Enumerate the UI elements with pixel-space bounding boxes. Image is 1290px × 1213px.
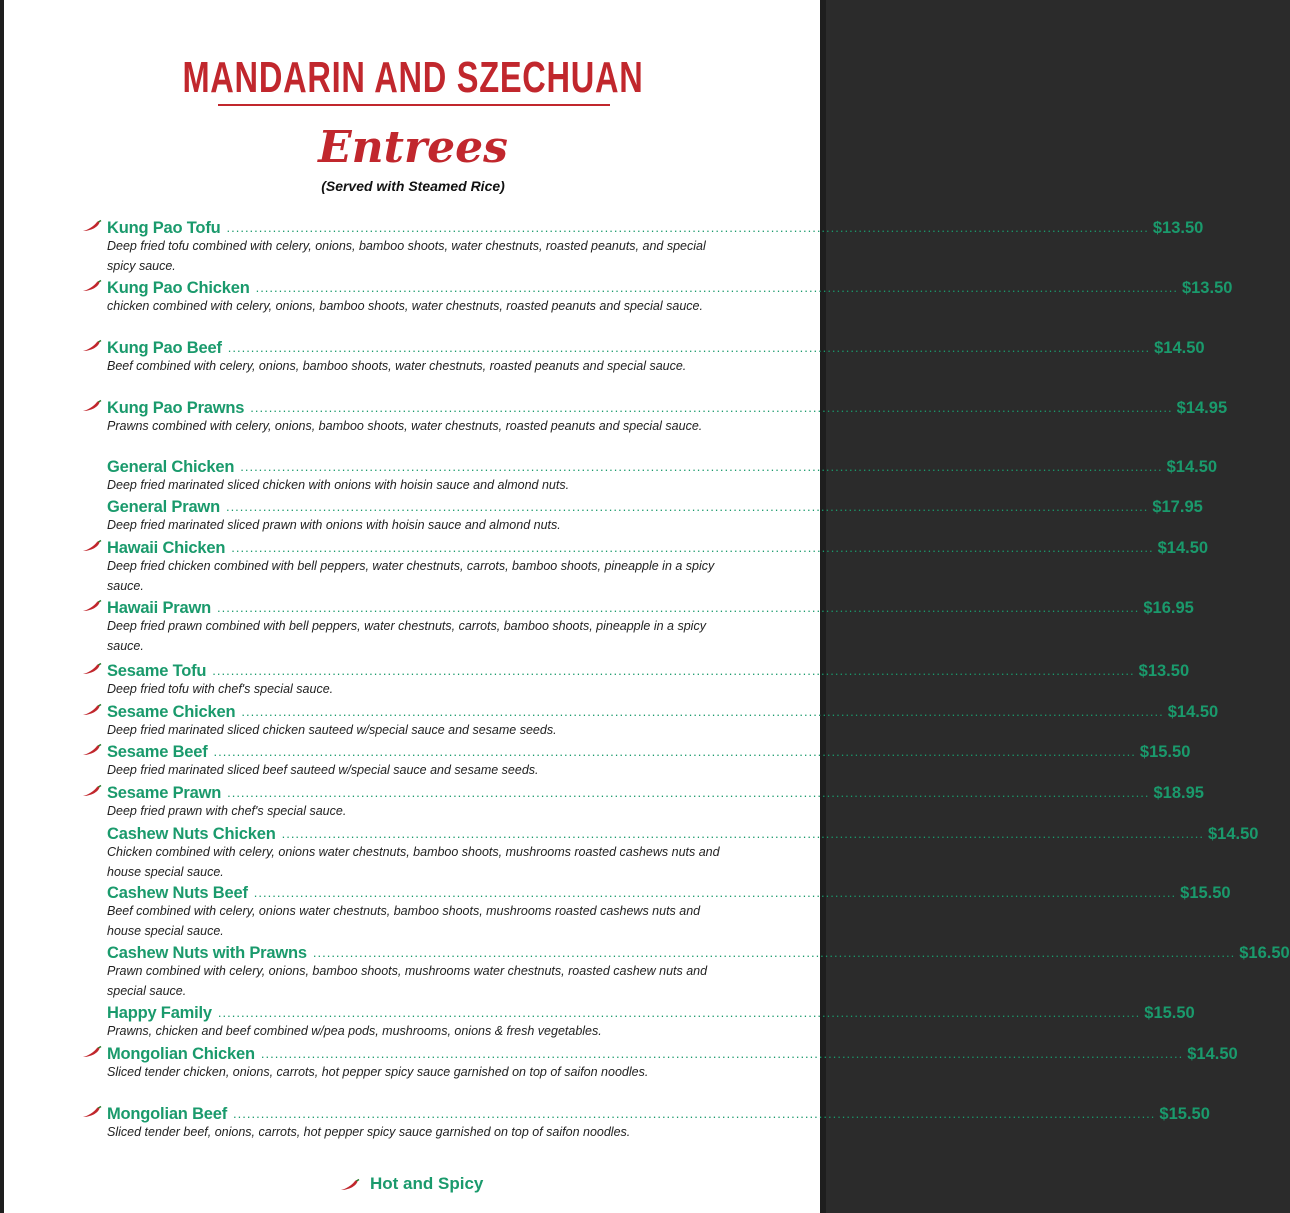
menu-item-row: [107, 456, 1218, 478]
item-name: Mongolian Chicken: [107, 1045, 255, 1063]
item-price: $17.95: [1152, 498, 1203, 516]
item-price: $16.50: [1239, 944, 1290, 962]
item-description: Deep fried tofu combined with celery, onions, bamboo shoots, water chestnuts, roasted peanuts, and special spicy sauce.: [107, 239, 706, 273]
menu-item-row: [107, 823, 1259, 845]
dot-leader: ........................................................................................................................................................................................................: [213, 744, 1136, 759]
dot-leader: ........................................................................................................................................................................................................: [241, 704, 1164, 719]
dot-leader: ........................................................................................................................................................................................................: [227, 785, 1150, 800]
item-description: Deep fried marinated sliced beef sauteed w/special sauce and sesame seeds.: [107, 763, 539, 777]
chili-pepper-icon: [82, 744, 102, 756]
item-name: Sesame Tofu: [107, 662, 207, 680]
item-price: $13.50: [1152, 219, 1204, 237]
item-name: Kung Pao Tofu: [107, 219, 221, 237]
chili-pepper-icon: [82, 704, 102, 716]
item-name: Kung Pao Prawns: [107, 399, 245, 417]
item-price: $14.50: [1166, 458, 1218, 476]
item-price: $15.50: [1139, 743, 1191, 761]
item-name: Sesame Beef: [107, 743, 208, 761]
chili-pepper-icon: [82, 785, 102, 797]
menu-item-row: [107, 1002, 1195, 1024]
item-description: chicken combined with celery, onions, bamboo shoots, water chestnuts, roasted peanuts and special sauce.: [107, 299, 703, 313]
item-price: $14.95: [1176, 399, 1228, 417]
menu-item-row: [107, 882, 1231, 904]
dot-leader: ........................................................................................................................................................................................................: [226, 220, 1149, 235]
chili-pepper-icon: [82, 600, 102, 612]
menu-item-row: [107, 782, 1204, 804]
menu-item-row: [107, 701, 1219, 723]
served-note: (Served with Steamed Rice): [321, 178, 505, 194]
item-name: General Prawn: [107, 498, 220, 516]
menu-item-row: [107, 217, 1204, 239]
menu-item-row: [107, 597, 1194, 619]
chili-pepper-icon: [82, 220, 102, 232]
menu-item-row: [107, 277, 1233, 299]
menu-item-row: [107, 1103, 1210, 1125]
item-description: Deep fried marinated sliced prawn with onions with hoisin sauce and almond nuts.: [107, 518, 561, 532]
menu-item-row: [107, 397, 1228, 419]
dot-leader: ........................................................................................................................................................................................................: [253, 885, 1177, 900]
item-name: Cashew Nuts Beef: [107, 884, 248, 902]
dot-leader: ........................................................................................................................................................................................................: [240, 459, 1163, 474]
dot-leader: ........................................................................................................................................................................................................: [212, 663, 1135, 678]
dot-leader: ........................................................................................................................................................................................................: [312, 945, 1236, 960]
chili-pepper-icon: [82, 400, 102, 412]
dot-leader: ........................................................................................................................................................................................................: [281, 826, 1204, 841]
item-description: Prawns, chicken and beef combined w/pea pods, mushrooms, onions & fresh vegetables.: [107, 1024, 602, 1038]
dot-leader: ........................................................................................................................................................................................................: [260, 1046, 1184, 1061]
restaurant-name: MANDARIN AND SZECHUAN: [182, 53, 644, 102]
item-description: Chicken combined with celery, onions water chestnuts, bamboo shoots, mushrooms roasted cashews nuts and house special sauce.: [107, 845, 720, 879]
chili-pepper-icon: [340, 1179, 360, 1191]
item-price: $14.50: [1154, 339, 1205, 357]
menu-item-row: [107, 660, 1190, 682]
item-price: $14.50: [1167, 703, 1219, 721]
item-price: $14.50: [1207, 825, 1259, 843]
item-description: Deep fried prawn combined with bell peppers, water chestnuts, carrots, bamboo shoots, pineapple in a spicy sauce.: [107, 619, 706, 653]
dot-leader: ........................................................................................................................................................................................................: [225, 499, 1149, 514]
item-name: Happy Family: [107, 1004, 212, 1022]
item-description: Sliced tender beef, onions, carrots, hot pepper spicy sauce garnished on top of saifon noodles.: [107, 1125, 631, 1139]
chili-pepper-icon: [82, 540, 102, 552]
menu-item-row: [107, 337, 1205, 359]
item-price: $15.50: [1180, 884, 1231, 902]
dot-leader: ........................................................................................................................................................................................................: [250, 400, 1173, 415]
item-description: Deep fried chicken combined with bell peppers, water chestnuts, carrots, bamboo shoots, pineapple in a spicy sauce.: [107, 559, 715, 593]
item-price: $18.95: [1153, 784, 1204, 802]
item-name: Cashew Nuts Chicken: [107, 825, 276, 843]
item-price: $13.50: [1181, 279, 1233, 297]
menu-item-row: [107, 942, 1290, 964]
item-price: $15.50: [1144, 1004, 1195, 1022]
dot-leader: ........................................................................................................................................................................................................: [216, 600, 1140, 615]
item-description: Deep fried prawn with chef's special sauce.: [107, 804, 347, 818]
item-name: Mongolian Beef: [107, 1105, 228, 1123]
item-description: Beef combined with celery, onions water chestnuts, bamboo shoots, mushrooms roasted cashews nuts and house special sauce.: [107, 904, 701, 938]
item-name: Sesame Prawn: [107, 784, 222, 802]
item-name: General Chicken: [107, 458, 235, 476]
chili-pepper-icon: [82, 1046, 102, 1058]
item-price: $14.50: [1187, 1045, 1238, 1063]
item-name: Sesame Chicken: [107, 703, 236, 721]
chili-pepper-icon: [82, 280, 102, 292]
chili-pepper-icon: [82, 340, 102, 352]
dot-leader: ........................................................................................................................................................................................................: [217, 1005, 1141, 1020]
menu-item-row: [107, 1043, 1238, 1065]
spicy-legend: [340, 1172, 540, 1196]
item-description: Deep fried marinated sliced chicken sauteed w/special sauce and sesame seeds.: [107, 723, 557, 737]
dot-leader: ........................................................................................................................................................................................................: [231, 540, 1154, 555]
item-price: $14.50: [1157, 539, 1209, 557]
menu-item-row: [107, 741, 1191, 763]
dot-leader: ........................................................................................................................................................................................................: [227, 340, 1151, 355]
item-price: $16.95: [1143, 599, 1194, 617]
item-description: Beef combined with celery, onions, bamboo shoots, water chestnuts, roasted peanuts and special sauce.: [107, 359, 687, 373]
item-price: $15.50: [1159, 1105, 1210, 1123]
dot-leader: ........................................................................................................................................................................................................: [255, 280, 1178, 295]
item-description: Sliced tender chicken, onions, carrots, hot pepper spicy sauce garnished on top of saifon noodles.: [107, 1065, 649, 1079]
item-name: Hawaii Prawn: [107, 599, 211, 617]
section-title: Entrees: [318, 122, 508, 173]
legend-label: Hot and Spicy: [370, 1174, 484, 1193]
chili-pepper-icon: [82, 663, 102, 675]
item-description: Deep fried tofu with chef's special sauce.: [107, 682, 334, 696]
item-name: Cashew Nuts with Prawns: [107, 944, 307, 962]
dot-leader: ........................................................................................................................................................................................................: [233, 1106, 1156, 1121]
item-description: Prawns combined with celery, onions, bamboo shoots, water chestnuts, roasted peanuts and special sauce.: [107, 419, 703, 433]
item-name: Kung Pao Beef: [107, 339, 222, 357]
item-description: Deep fried marinated sliced chicken with onions with hoisin sauce and almond nuts.: [107, 478, 570, 492]
menu-item-row: [107, 537, 1209, 559]
menu-item-row: [107, 496, 1203, 518]
item-description: Prawn combined with celery, onions, bamboo shoots, mushrooms water chestnuts, roasted cashew nuts and special sauce.: [107, 964, 708, 998]
item-name: Kung Pao Chicken: [107, 279, 250, 297]
item-name: Hawaii Chicken: [107, 539, 226, 557]
chili-pepper-icon: [82, 1106, 102, 1118]
item-price: $13.50: [1138, 662, 1190, 680]
